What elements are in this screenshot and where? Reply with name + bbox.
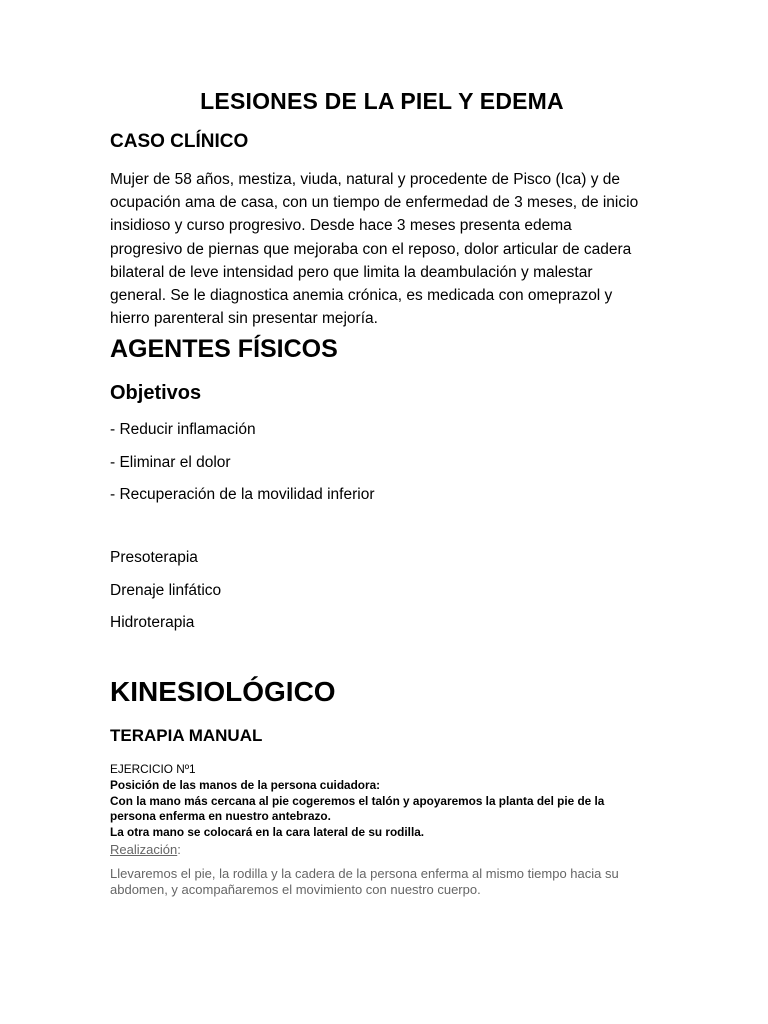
realizacion-colon: :	[177, 842, 181, 857]
ejercicio-line: La otra mano se colocará en la cara lateral de su rodilla.	[110, 825, 425, 840]
realizacion-heading	[110, 842, 181, 857]
terapia-item: Drenaje linfático	[110, 582, 222, 599]
case-paragraph: Mujer de 58 años, mestiza, viuda, natural y procedente de Pisco (Ica) y de ocupación ama de casa, con un tiempo de enfermedad de 3 meses, de inicio insidioso y curso progresivo. Desde hace 3 meses presenta edema progresivo de piernas que mejoraba con el reposo, dolor articular de cadera bilateral de leve intensidad pero que limita la deambulación y malestar general. Se le diagnostica anemia crónica, es medicada con omeprazol y hierro parenteral sin presentar mejoría.	[110, 171, 639, 328]
realizacion-paragraph: Llevaremos el pie, la rodilla y la cadera de la persona enferma al mismo tiempo hacia su abdomen, y acompañaremos el movimiento con nuestro cuerpo.	[110, 866, 619, 897]
objetivos-heading: Objetivos	[110, 382, 202, 404]
terapia-item: Hidroterapia	[110, 614, 195, 631]
realizacion-label: Realización	[110, 842, 178, 857]
terapia-manual-heading: TERAPIA MANUAL	[110, 726, 263, 745]
document-title: LESIONES DE LA PIEL Y EDEMA	[200, 88, 564, 114]
ejercicio-title: EJERCICIO Nº1	[110, 762, 196, 776]
objetivo-item: - Reducir inflamación	[110, 421, 256, 438]
ejercicio-block	[110, 762, 650, 841]
ejercicio-line: Posición de las manos de la persona cuidadora:	[110, 777, 381, 792]
agentes-fisicos-heading: AGENTES FÍSICOS	[110, 335, 338, 363]
kinesiologico-heading: KINESIOLÓGICO	[110, 676, 336, 707]
terapia-item: Presoterapia	[110, 549, 198, 566]
objetivo-item: - Recuperación de la movilidad inferior	[110, 486, 375, 503]
case-heading: CASO CLÍNICO	[110, 131, 249, 152]
ejercicio-line: Con la mano más cercana al pie cogeremos el talón y apoyaremos la planta del pie de la persona enferma en nuestro antebrazo.	[110, 793, 605, 824]
objetivo-item: - Eliminar el dolor	[110, 454, 231, 471]
